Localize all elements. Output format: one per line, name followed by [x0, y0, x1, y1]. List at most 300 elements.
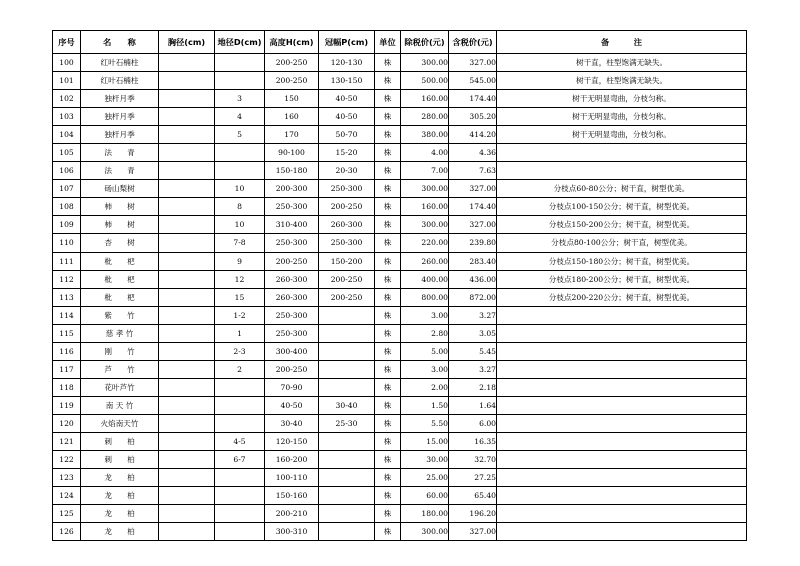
cell-price-ex: 300.00: [401, 216, 449, 234]
cell-ground: 10: [215, 216, 265, 234]
cell-no: 108: [53, 198, 81, 216]
cell-chest: [159, 378, 215, 396]
cell-chest: [159, 198, 215, 216]
cell-price-in: 327.00: [449, 216, 497, 234]
cell-crown: 150-200: [319, 252, 375, 270]
cell-ground: 10: [215, 180, 265, 198]
cell-name: 独杆月季: [81, 126, 159, 144]
cell-note: [497, 396, 747, 414]
cell-no: 111: [53, 252, 81, 270]
cell-note: [497, 487, 747, 505]
cell-no: 107: [53, 180, 81, 198]
cell-unit: 株: [375, 270, 401, 288]
cell-price-in: 174.40: [449, 90, 497, 108]
cell-ground: 5: [215, 126, 265, 144]
cell-note: 分枝点180-200公分；树干直，树型优美。: [497, 270, 747, 288]
cell-no: 101: [53, 72, 81, 90]
cell-height: 200-210: [265, 505, 319, 523]
cell-chest: [159, 72, 215, 90]
cell-no: 122: [53, 451, 81, 469]
cell-price-ex: 300.00: [401, 54, 449, 72]
cell-unit: 株: [375, 162, 401, 180]
cell-no: 121: [53, 432, 81, 450]
cell-no: 125: [53, 505, 81, 523]
cell-ground: 6-7: [215, 451, 265, 469]
cell-height: 250-300: [265, 234, 319, 252]
cell-note: 树干无明显弯曲，分枝匀称。: [497, 126, 747, 144]
cell-price-in: 27.25: [449, 469, 497, 487]
cell-name: 芦 竹: [81, 360, 159, 378]
cell-crown: 250-300: [319, 234, 375, 252]
table-row: [53, 162, 747, 180]
cell-chest: [159, 451, 215, 469]
cell-price-ex: 300.00: [401, 180, 449, 198]
cell-name: 枇 杷: [81, 252, 159, 270]
cell-price-ex: 2.00: [401, 378, 449, 396]
cell-name: 红叶石楠柱: [81, 72, 159, 90]
cell-unit: 株: [375, 126, 401, 144]
cell-no: 115: [53, 324, 81, 342]
cell-height: 200-300: [265, 180, 319, 198]
header-price-ex: 除税价(元): [401, 31, 449, 54]
cell-note: [497, 162, 747, 180]
cell-price-in: 327.00: [449, 54, 497, 72]
cell-name: 独杆月季: [81, 90, 159, 108]
cell-height: 100-110: [265, 469, 319, 487]
cell-no: 102: [53, 90, 81, 108]
cell-crown: 260-300: [319, 216, 375, 234]
cell-chest: [159, 523, 215, 541]
cell-crown: 200-250: [319, 288, 375, 306]
cell-note: [497, 360, 747, 378]
cell-unit: 株: [375, 324, 401, 342]
cell-price-in: 6.00: [449, 414, 497, 432]
cell-height: 200-250: [265, 72, 319, 90]
cell-height: 260-300: [265, 270, 319, 288]
cell-crown: [319, 469, 375, 487]
cell-price-ex: 220.00: [401, 234, 449, 252]
cell-chest: [159, 288, 215, 306]
cell-unit: 株: [375, 54, 401, 72]
cell-height: 40-50: [265, 396, 319, 414]
table-row: [53, 144, 747, 162]
cell-height: 150-180: [265, 162, 319, 180]
cell-crown: [319, 451, 375, 469]
cell-name: 枇 杷: [81, 270, 159, 288]
cell-price-ex: 4.00: [401, 144, 449, 162]
cell-ground: 1-2: [215, 306, 265, 324]
cell-height: 170: [265, 126, 319, 144]
table-row: [53, 54, 747, 72]
cell-price-in: 305.20: [449, 108, 497, 126]
cell-ground: [215, 54, 265, 72]
cell-price-in: 327.00: [449, 180, 497, 198]
cell-ground: [215, 487, 265, 505]
cell-unit: 株: [375, 378, 401, 396]
cell-no: 113: [53, 288, 81, 306]
cell-height: 120-150: [265, 432, 319, 450]
table-row: [53, 126, 747, 144]
cell-height: 160: [265, 108, 319, 126]
cell-ground: [215, 378, 265, 396]
cell-ground: [215, 505, 265, 523]
header-price-in: 含税价(元): [449, 31, 497, 54]
cell-height: 260-300: [265, 288, 319, 306]
cell-no: 104: [53, 126, 81, 144]
table-row: [53, 324, 747, 342]
cell-price-ex: 25.00: [401, 469, 449, 487]
cell-note: 分枝点150-200公分；树干直，树型优美。: [497, 216, 747, 234]
cell-price-in: 65.40: [449, 487, 497, 505]
table-row: [53, 523, 747, 541]
table-row: [53, 451, 747, 469]
cell-name: 法 青: [81, 144, 159, 162]
cell-name: 龙 柏: [81, 469, 159, 487]
cell-chest: [159, 90, 215, 108]
cell-ground: 15: [215, 288, 265, 306]
cell-note: 分枝点80-100公分；树干直，树型优美。: [497, 234, 747, 252]
cell-ground: 4: [215, 108, 265, 126]
cell-chest: [159, 126, 215, 144]
cell-name: 花叶芦竹: [81, 378, 159, 396]
table-row: [53, 288, 747, 306]
cell-chest: [159, 144, 215, 162]
cell-ground: 7-8: [215, 234, 265, 252]
cell-ground: [215, 469, 265, 487]
cell-note: [497, 505, 747, 523]
cell-crown: [319, 378, 375, 396]
table-row: [53, 72, 747, 90]
cell-ground: 3: [215, 90, 265, 108]
header-height: 高度H(cm): [265, 31, 319, 54]
cell-unit: 株: [375, 234, 401, 252]
header-name: 名 称: [81, 31, 159, 54]
cell-no: 114: [53, 306, 81, 324]
cell-note: 分枝点200-220公分；树干直，树型优美。: [497, 288, 747, 306]
cell-unit: 株: [375, 396, 401, 414]
table-row: [53, 234, 747, 252]
cell-note: 树干无明显弯曲，分枝匀称。: [497, 108, 747, 126]
cell-height: 250-300: [265, 306, 319, 324]
cell-price-ex: 500.00: [401, 72, 449, 90]
cell-no: 126: [53, 523, 81, 541]
cell-ground: 1: [215, 324, 265, 342]
table-row: [53, 505, 747, 523]
cell-unit: 株: [375, 180, 401, 198]
cell-note: [497, 144, 747, 162]
cell-price-in: 327.00: [449, 523, 497, 541]
cell-name: 刺 柏: [81, 432, 159, 450]
cell-ground: 12: [215, 270, 265, 288]
cell-name: 杏 树: [81, 234, 159, 252]
cell-ground: 2-3: [215, 342, 265, 360]
cell-price-ex: 7.00: [401, 162, 449, 180]
cell-name: 龙 柏: [81, 505, 159, 523]
cell-unit: 株: [375, 198, 401, 216]
cell-no: 106: [53, 162, 81, 180]
cell-chest: [159, 216, 215, 234]
cell-name: 枇 杷: [81, 288, 159, 306]
table-row: [53, 270, 747, 288]
cell-note: 分枝点150-180公分；树干直，树型优美。: [497, 252, 747, 270]
cell-height: 150: [265, 90, 319, 108]
cell-height: 200-250: [265, 360, 319, 378]
cell-unit: 株: [375, 216, 401, 234]
cell-chest: [159, 306, 215, 324]
cell-note: [497, 378, 747, 396]
cell-note: [497, 469, 747, 487]
cell-height: 300-400: [265, 342, 319, 360]
cell-ground: [215, 162, 265, 180]
cell-price-in: 3.27: [449, 360, 497, 378]
header-row: [53, 31, 747, 54]
cell-height: 160-200: [265, 451, 319, 469]
cell-unit: 株: [375, 360, 401, 378]
table-row: [53, 252, 747, 270]
table-row: [53, 90, 747, 108]
cell-unit: 株: [375, 252, 401, 270]
cell-chest: [159, 505, 215, 523]
cell-chest: [159, 270, 215, 288]
cell-price-ex: 260.00: [401, 252, 449, 270]
cell-chest: [159, 487, 215, 505]
cell-price-in: 239.80: [449, 234, 497, 252]
cell-chest: [159, 324, 215, 342]
cell-note: [497, 451, 747, 469]
cell-name: 独杆月季: [81, 108, 159, 126]
cell-crown: 130-150: [319, 72, 375, 90]
cell-note: [497, 523, 747, 541]
cell-unit: 株: [375, 487, 401, 505]
cell-crown: [319, 487, 375, 505]
cell-unit: 株: [375, 72, 401, 90]
cell-name: 龙 柏: [81, 523, 159, 541]
table-row: [53, 216, 747, 234]
header-chest: 胸径(cm): [159, 31, 215, 54]
cell-height: 250-300: [265, 324, 319, 342]
cell-crown: 15-20: [319, 144, 375, 162]
cell-height: 70-90: [265, 378, 319, 396]
cell-note: 分枝点60-80公分；树干直，树型优美。: [497, 180, 747, 198]
cell-unit: 株: [375, 90, 401, 108]
cell-crown: [319, 324, 375, 342]
cell-unit: 株: [375, 306, 401, 324]
table-row: [53, 396, 747, 414]
cell-chest: [159, 469, 215, 487]
cell-ground: [215, 72, 265, 90]
table-body: [53, 54, 747, 541]
cell-price-ex: 2.80: [401, 324, 449, 342]
cell-price-in: 2.18: [449, 378, 497, 396]
cell-name: 南 天 竹: [81, 396, 159, 414]
cell-unit: 株: [375, 469, 401, 487]
cell-ground: 9: [215, 252, 265, 270]
cell-chest: [159, 360, 215, 378]
cell-price-ex: 15.00: [401, 432, 449, 450]
cell-price-in: 1.64: [449, 396, 497, 414]
cell-price-ex: 60.00: [401, 487, 449, 505]
cell-crown: 40-50: [319, 108, 375, 126]
cell-price-in: 3.27: [449, 306, 497, 324]
table-row: [53, 469, 747, 487]
table-row: [53, 342, 747, 360]
cell-crown: 25-30: [319, 414, 375, 432]
cell-price-ex: 5.00: [401, 342, 449, 360]
cell-price-ex: 5.50: [401, 414, 449, 432]
table-row: [53, 306, 747, 324]
cell-name: 紫 竹: [81, 306, 159, 324]
cell-unit: 株: [375, 523, 401, 541]
cell-crown: 200-250: [319, 198, 375, 216]
cell-price-ex: 400.00: [401, 270, 449, 288]
table-row: [53, 432, 747, 450]
cell-price-ex: 380.00: [401, 126, 449, 144]
cell-name: 柿 树: [81, 198, 159, 216]
cell-price-ex: 800.00: [401, 288, 449, 306]
cell-no: 118: [53, 378, 81, 396]
cell-name: 火焰南天竹: [81, 414, 159, 432]
cell-ground: 2: [215, 360, 265, 378]
cell-price-ex: 180.00: [401, 505, 449, 523]
cell-ground: 8: [215, 198, 265, 216]
cell-crown: 20-30: [319, 162, 375, 180]
cell-price-in: 283.40: [449, 252, 497, 270]
cell-no: 117: [53, 360, 81, 378]
cell-note: 树干无明显弯曲，分枝匀称。: [497, 90, 747, 108]
cell-no: 103: [53, 108, 81, 126]
cell-name: 刺 柏: [81, 451, 159, 469]
cell-height: 150-160: [265, 487, 319, 505]
header-ground: 地径D(cm): [215, 31, 265, 54]
cell-chest: [159, 180, 215, 198]
cell-no: 119: [53, 396, 81, 414]
cell-crown: [319, 306, 375, 324]
cell-note: 树干直，柱型饱满无缺失。: [497, 54, 747, 72]
cell-name: 龙 柏: [81, 487, 159, 505]
cell-price-in: 3.05: [449, 324, 497, 342]
cell-crown: [319, 360, 375, 378]
cell-unit: 株: [375, 414, 401, 432]
cell-name: 刚 竹: [81, 342, 159, 360]
table-row: [53, 360, 747, 378]
cell-no: 116: [53, 342, 81, 360]
cell-unit: 株: [375, 451, 401, 469]
cell-height: 300-310: [265, 523, 319, 541]
table-row: [53, 378, 747, 396]
cell-crown: [319, 505, 375, 523]
cell-price-in: 414.20: [449, 126, 497, 144]
cell-price-in: 436.00: [449, 270, 497, 288]
cell-no: 110: [53, 234, 81, 252]
table-row: [53, 198, 747, 216]
header-crown: 冠幅P(cm): [319, 31, 375, 54]
cell-crown: 120-130: [319, 54, 375, 72]
cell-ground: [215, 396, 265, 414]
cell-ground: [215, 144, 265, 162]
cell-price-ex: 160.00: [401, 198, 449, 216]
cell-note: [497, 414, 747, 432]
cell-price-in: 174.40: [449, 198, 497, 216]
cell-name: 红叶石楠柱: [81, 54, 159, 72]
table-row: [53, 487, 747, 505]
cell-unit: 株: [375, 342, 401, 360]
cell-price-ex: 300.00: [401, 523, 449, 541]
header-no: 序号: [53, 31, 81, 54]
cell-unit: 株: [375, 144, 401, 162]
cell-unit: 株: [375, 288, 401, 306]
table-row: [53, 180, 747, 198]
price-table: [52, 30, 747, 541]
cell-price-in: 545.00: [449, 72, 497, 90]
cell-price-in: 5.45: [449, 342, 497, 360]
cell-price-in: 7.63: [449, 162, 497, 180]
cell-no: 123: [53, 469, 81, 487]
cell-chest: [159, 414, 215, 432]
cell-chest: [159, 342, 215, 360]
cell-no: 112: [53, 270, 81, 288]
cell-unit: 株: [375, 505, 401, 523]
cell-height: 200-250: [265, 252, 319, 270]
cell-ground: [215, 523, 265, 541]
header-note: 备 注: [497, 31, 747, 54]
cell-height: 200-250: [265, 54, 319, 72]
cell-no: 124: [53, 487, 81, 505]
cell-price-ex: 3.00: [401, 306, 449, 324]
cell-price-ex: 160.00: [401, 90, 449, 108]
cell-crown: 30-40: [319, 396, 375, 414]
cell-crown: [319, 432, 375, 450]
cell-price-ex: 1.50: [401, 396, 449, 414]
cell-chest: [159, 252, 215, 270]
cell-height: 310-400: [265, 216, 319, 234]
cell-note: 树干直，柱型饱满无缺失。: [497, 72, 747, 90]
cell-price-in: 16.35: [449, 432, 497, 450]
cell-crown: [319, 523, 375, 541]
cell-height: 250-300: [265, 198, 319, 216]
cell-no: 120: [53, 414, 81, 432]
table-row: [53, 414, 747, 432]
cell-price-in: 872.00: [449, 288, 497, 306]
cell-chest: [159, 54, 215, 72]
cell-name: 法 青: [81, 162, 159, 180]
cell-name: 柿 树: [81, 216, 159, 234]
cell-price-ex: 3.00: [401, 360, 449, 378]
cell-note: [497, 432, 747, 450]
cell-crown: 40-50: [319, 90, 375, 108]
cell-unit: 株: [375, 108, 401, 126]
cell-price-ex: 280.00: [401, 108, 449, 126]
cell-price-in: 196.20: [449, 505, 497, 523]
cell-no: 105: [53, 144, 81, 162]
cell-ground: [215, 414, 265, 432]
cell-no: 100: [53, 54, 81, 72]
table-row: [53, 108, 747, 126]
cell-crown: 250-300: [319, 180, 375, 198]
cell-chest: [159, 162, 215, 180]
cell-crown: 200-250: [319, 270, 375, 288]
header-unit: 单位: [375, 31, 401, 54]
cell-chest: [159, 108, 215, 126]
cell-note: [497, 324, 747, 342]
cell-unit: 株: [375, 432, 401, 450]
cell-chest: [159, 234, 215, 252]
cell-no: 109: [53, 216, 81, 234]
cell-height: 90-100: [265, 144, 319, 162]
cell-name: 慈 孝 竹: [81, 324, 159, 342]
cell-price-ex: 30.00: [401, 451, 449, 469]
cell-note: 分枝点100-150公分；树干直，树型优美。: [497, 198, 747, 216]
cell-chest: [159, 396, 215, 414]
